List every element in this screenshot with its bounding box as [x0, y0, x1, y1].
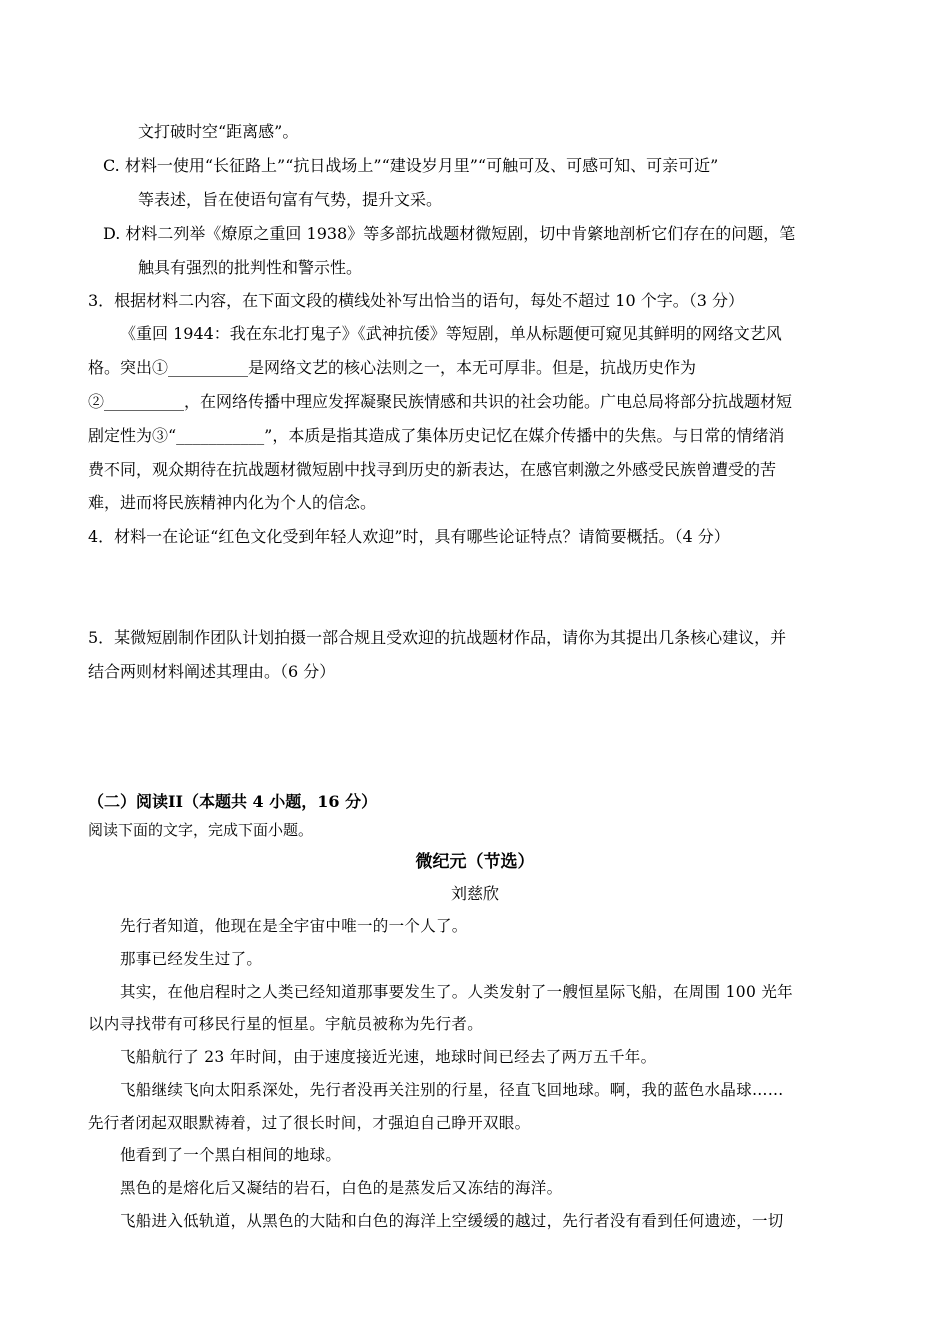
question-3-paragraph-line: 《重回 1944：我在东北打鬼子》《武神抗倭》等短剧，单从标题便可窥见其鲜明的网络文艺风: [120, 324, 782, 343]
option-c-line2: 等表述，旨在使语句富有气势，提升文采。: [138, 190, 443, 209]
passage-paragraph: 先行者知道，他现在是全宇宙中唯一的一个人了。: [120, 917, 468, 935]
section-instruction: 阅读下面的文字，完成下面小题。: [88, 821, 314, 839]
question-5-line1: 5．某微短剧制作团队计划拍摄一部合规且受欢迎的抗战题材作品，请你为其提出几条核心建议，并: [88, 628, 787, 647]
option-d-line1: D. 材料二列举《燎原之重回 1938》等多部抗战题材微短剧，切中肯綮地剖析它们存在的问题，笔: [103, 224, 796, 243]
question-3-paragraph-line: 格。突出①__________是网络文艺的核心法则之一，本无可厚非。但是，抗战历史作为: [88, 358, 697, 377]
question-4-prompt: 4．材料一在论证“红色文化受到年轻人欢迎”时，具有哪些论证特点？请简要概括。（4 分）: [88, 527, 730, 546]
passage-paragraph: 飞船航行了 23 年时间，由于速度接近光速，地球时间已经去了两万五千年。: [120, 1048, 657, 1066]
section-heading: （二）阅读II（本题共 4 小题，16 分）: [88, 792, 378, 811]
passage-paragraph: 黑色的是熔化后又凝结的岩石，白色的是蒸发后又冻结的海洋。: [120, 1179, 563, 1197]
question-3-paragraph-line: 费不同，观众期待在抗战题材微短剧中找寻到历史的新表达，在感官刺激之外感受民族曾遭受的苦: [88, 460, 777, 479]
passage-paragraph: 那事已经发生过了。: [120, 950, 263, 968]
question-3-paragraph-line: 剧定性为③“___________”，本质是指其造成了集体历史记忆在媒介传播中的失焦。与日常的情绪消: [88, 426, 785, 445]
passage-paragraph: 他看到了一个黑白相间的地球。: [120, 1146, 342, 1164]
question-5-line2: 结合两则材料阐述其理由。（6 分）: [88, 662, 336, 681]
question-3-paragraph-line: ②__________，在网络传播中理应发挥凝聚民族情感和共识的社会功能。广电总局将部分抗战题材短: [88, 392, 793, 411]
option-b-continuation: 文打破时空“距离感”。: [138, 122, 299, 141]
passage-author: 刘慈欣: [450, 884, 499, 903]
option-c-line1: C. 材料一使用“长征路上”“抗日战场上”“建设岁月里”“可触可及、可感可知、可亲可近”: [103, 156, 719, 175]
passage-paragraph: 先行者闭起双眼默祷着，过了很长时间，才强迫自己睁开双眼。: [88, 1114, 531, 1132]
passage-paragraph: 飞船继续飞向太阳系深处，先行者没再关注别的行星，径直飞回地球。啊，我的蓝色水晶球……: [120, 1081, 784, 1099]
question-3-paragraph-line: 难，进而将民族精神内化为个人的信念。: [88, 493, 377, 512]
passage-paragraph: 其实，在他启程时之人类已经知道那事要发生了。人类发射了一艘恒星际飞船，在周围 100 光年: [120, 983, 793, 1001]
question-3-prompt: 3．根据材料二内容，在下面文段的横线处补写出恰当的语句，每处不超过 10 个字。（3 分）: [88, 291, 744, 310]
passage-paragraph: 飞船进入低轨道，从黑色的大陆和白色的海洋上空缓缓的越过，先行者没有看到任何遗迹，一切: [120, 1212, 784, 1230]
passage-paragraph: 以内寻找带有可移民行星的恒星。宇航员被称为先行者。: [88, 1015, 484, 1033]
passage-title: 微纪元（节选）: [415, 852, 535, 872]
option-d-line2: 触具有强烈的批判性和警示性。: [138, 258, 363, 277]
